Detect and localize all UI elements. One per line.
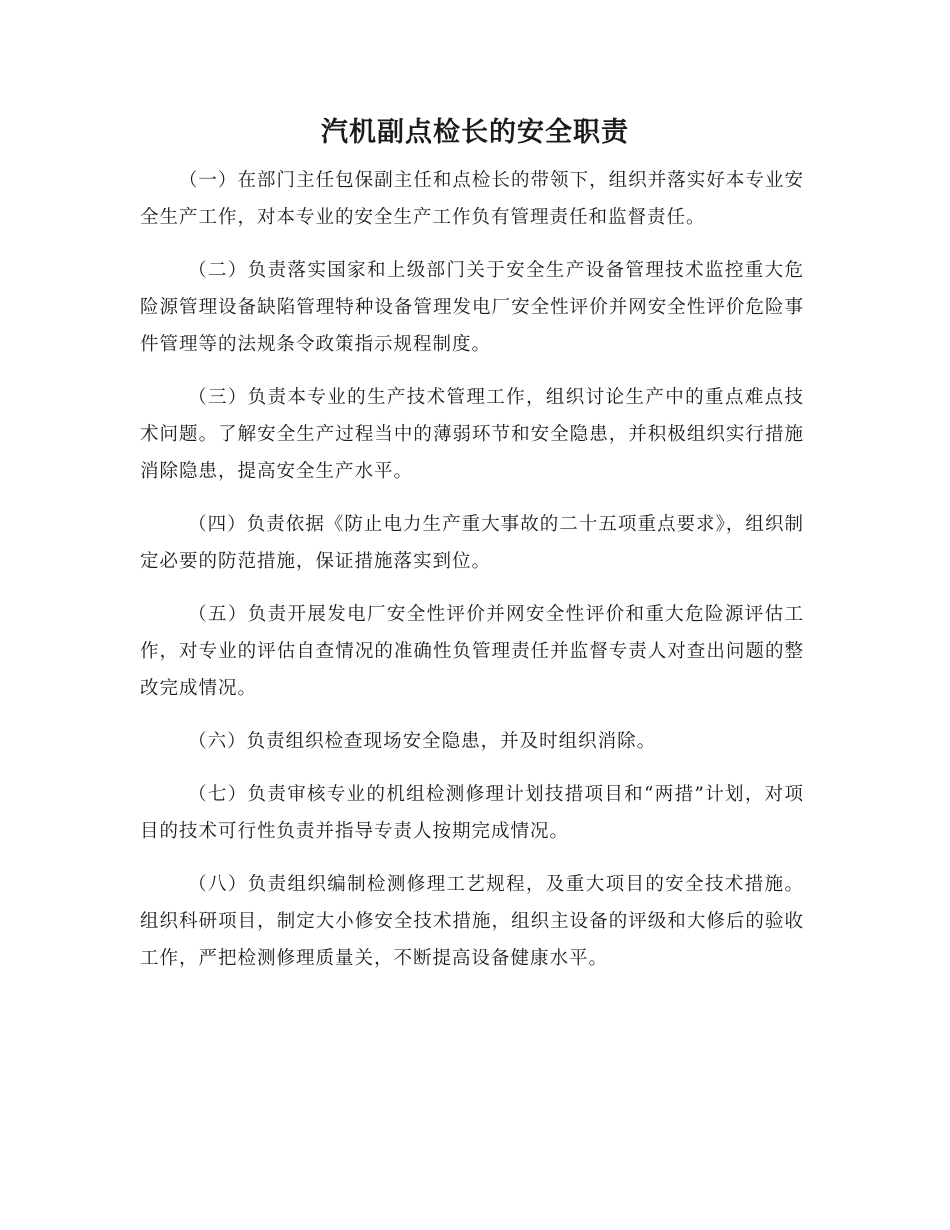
document-body	[140, 162, 804, 993]
paragraph-5: （五）负责开展发电厂安全性评价并网安全性评价和重大危险源评估工作，对专业的评估自查情况的准确性负管理责任并监督专责人对查出问题的整改完成情况。	[140, 604, 804, 699]
document-title: 汽机副点检长的安全职责	[321, 117, 629, 148]
paragraph-8: （八）负责组织编制检测修理工艺规程，及重大项目的安全技术措施。组织科研项目，制定大小修安全技术措施，组织主设备的评级和大修后的验收工作，严把检测修理质量关，不断提高设备健康水平。	[140, 874, 804, 969]
paragraph-4: （四）负责依据《防止电力生产重大事故的二十五项重点要求》，组织制定必要的防范措施，保证措施落实到位。	[140, 514, 804, 572]
paragraph-6: （六）负责组织检查现场安全隐患，并及时组织消除。	[188, 731, 657, 752]
paragraph-1: （一）在部门主任包保副主任和点检长的带领下，组织并落实好本专业安全生产工作，对本专业的安全生产工作负有管理责任和监督责任。	[140, 170, 804, 228]
paragraph-2: （二）负责落实国家和上级部门关于安全生产设备管理技术监控重大危险源管理设备缺陷管理特种设备管理发电厂安全性评价并网安全性评价危险事件管理等的法规条令政策指示规程制度。	[140, 260, 804, 355]
paragraph-7: （七）负责审核专业的机组检测修理计划技措项目和“两措”计划，对项目的技术可行性负责并指导专责人按期完成情况。	[140, 784, 804, 842]
paragraph-3: （三）负责本专业的生产技术管理工作，组织讨论生产中的重点难点技术问题。了解安全生产过程当中的薄弱环节和安全隐患，并积极组织实行措施消除隐患，提高安全生产水平。	[140, 387, 804, 482]
